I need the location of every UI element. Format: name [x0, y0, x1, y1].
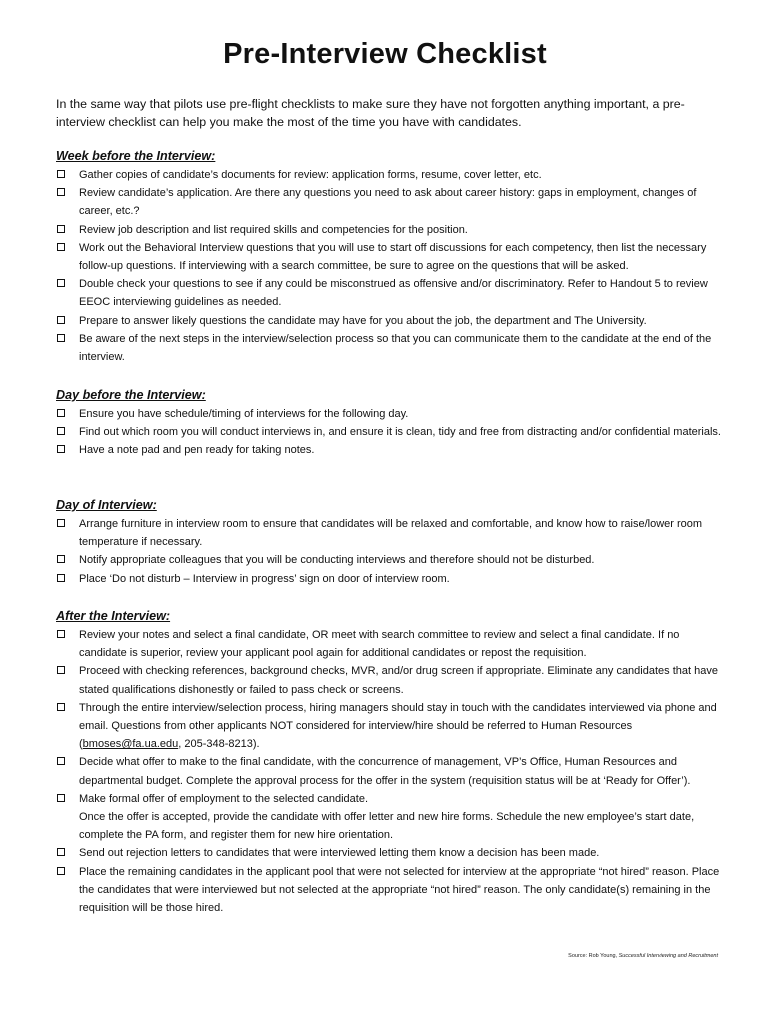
offer-followup-text: Once the offer is accepted, provide the candidate with offer letter and new hire forms. Schedule the new employee’s start date, complete the PA form, and register them for new hire orientation. [79, 811, 695, 842]
checklist-item: Send out rejection letters to candidates that were interviewed letting them know a decision has been made. [56, 844, 726, 862]
checklist-item: Review your notes and select a final candidate, OR meet with search committee to review and select a final candidate. If no candidate is superior, review your applicant pool again for additional candidates or repost the requisition. [56, 626, 726, 662]
checkbox[interactable] [57, 427, 65, 435]
section-day-before [56, 386, 726, 460]
section-day-of [56, 496, 726, 588]
checklist-item: Be aware of the next steps in the interview/selection process so that you can communicate them to the candidate at the end of the interview. [56, 330, 726, 366]
checkbox[interactable] [57, 334, 65, 342]
checkbox[interactable] [57, 794, 65, 802]
checkbox[interactable] [57, 519, 65, 527]
checklist-item: Make formal offer of employment to the selected candidate. Once the offer is accepted, provide the candidate with offer letter and new hire forms. Schedule the new employee’s start date, complete the PA form, and register them for new hire orientation. [56, 790, 726, 845]
checklist-item: Notify appropriate colleagues that you will be conducting interviews and therefore should not be disturbed. [56, 551, 726, 569]
checklist-item: Proceed with checking references, background checks, MVR, and/or drug screen if appropriate. Eliminate any candidates that have stated qualifications dishonestly or failed to pass check or screens. [56, 662, 726, 698]
checklist-item: Review candidate’s application. Are there any questions you need to ask about career history: gaps in employment, changes of career, etc.? [56, 184, 726, 220]
section-week-before [56, 147, 726, 366]
hr-email-link[interactable]: bmoses@fa.ua.edu [82, 738, 179, 751]
checkbox[interactable] [57, 409, 65, 417]
checkbox[interactable] [57, 188, 65, 196]
checkbox[interactable] [57, 555, 65, 563]
checkbox[interactable] [57, 574, 65, 582]
checkbox[interactable] [57, 848, 65, 856]
checklist-item: Review job description and list required skills and competencies for the position. [56, 221, 726, 239]
section-heading: Week before the Interview: [56, 149, 216, 163]
checklist-item: Place the remaining candidates in the applicant pool that were not selected for interview at the appropriate “not hired” reason. Place the candidates that were interviewed but not selected at the appropriate “not hired” reason. The only candidate(s) remaining in the requisition will be those hired. [56, 863, 726, 918]
checklist-item: Find out which room you will conduct interviews in, and ensure it is clean, tidy and free from distracting and/or confidential materials. [56, 423, 726, 441]
intro-paragraph: In the same way that pilots use pre-flight checklists to make sure they have not forgotten anything important, a pre-interview checklist can help you make the most of the time you have with candidates. [56, 97, 685, 129]
checklist-item: Through the entire interview/selection process, hiring managers should stay in touch with the candidates interviewed via phone and email. Questions from other applicants NOT considered for interview/hire should be referred to Human Resources (bmoses@fa.ua.edu, 205-348-8213). [56, 699, 726, 754]
checklist-item: Work out the Behavioral Interview questions that you will use to start off discussions for each competency, then list the necessary follow-up questions. If interviewing with a search committee, be sure to agree on the questions that will be asked. [56, 239, 726, 275]
checklist-item: Double check your questions to see if any could be misconstrued as offensive and/or discriminatory. Refer to Handout 5 to review EEOC interviewing guidelines as needed. [56, 275, 726, 311]
checkbox[interactable] [57, 867, 65, 875]
checklist-item: Arrange furniture in interview room to ensure that candidates will be relaxed and comfortable, and know how to raise/lower room temperature if necessary. [56, 515, 726, 551]
checkbox[interactable] [57, 630, 65, 638]
checkbox[interactable] [57, 279, 65, 287]
checklist-item: Gather copies of candidate’s documents for review: application forms, resume, cover letter, etc. [56, 166, 726, 184]
checkbox[interactable] [57, 757, 65, 765]
section-heading: After the Interview: [56, 609, 171, 623]
source-citation: Source: Rob Young, Successful Interviewing and Recruitment [568, 953, 718, 959]
section-heading: Day before the Interview: [56, 388, 206, 402]
checkbox[interactable] [57, 225, 65, 233]
checkbox[interactable] [57, 243, 65, 251]
section-heading: Day of Interview: [56, 498, 157, 512]
checkbox[interactable] [57, 316, 65, 324]
checklist-item: Have a note pad and pen ready for taking notes. [56, 441, 726, 459]
checklist-item: Ensure you have schedule/timing of interviews for the following day. [56, 405, 726, 423]
checklist-item: Prepare to answer likely questions the candidate may have for you about the job, the department and The University. [56, 312, 726, 330]
checkbox[interactable] [57, 445, 65, 453]
section-after [56, 607, 726, 917]
checklist-item: Place ‘Do not disturb – Interview in progress’ sign on door of interview room. [56, 570, 726, 588]
checkbox[interactable] [57, 666, 65, 674]
checklist-item: Decide what offer to make to the final candidate, with the concurrence of management, VP’s Office, Human Resources and departmental budget. Complete the approval process for the offer in the system (requisition status will be at ‘Ready for Offer’). [56, 753, 726, 789]
checkbox[interactable] [57, 170, 65, 178]
page-title: Pre-Interview Checklist [223, 38, 547, 70]
checkbox[interactable] [57, 703, 65, 711]
